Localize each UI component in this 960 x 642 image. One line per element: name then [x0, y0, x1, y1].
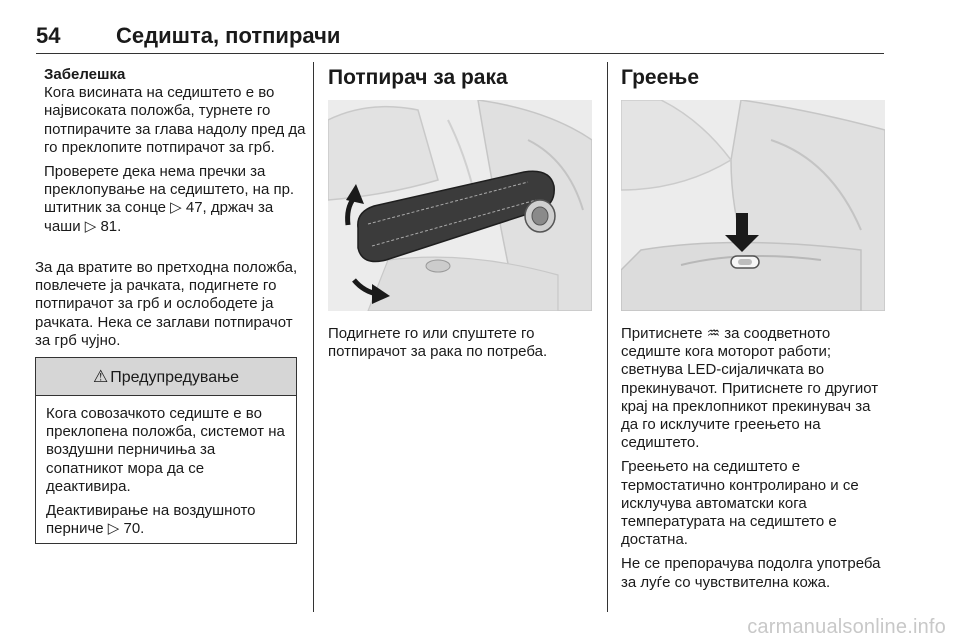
armrest-heading: Потпирач за рака [328, 66, 508, 89]
header-rule [36, 53, 884, 54]
warning-body [36, 396, 296, 538]
heating-paragraph-1: Притиснете ♒ за соодветното седиште кога моторот работи; светнува LED-сијаличката во прекинувачот. Притиснете го другиот крај на преклопникот прекинувач за да го исклучите греењето на седиштето. [621, 325, 879, 452]
armrest-caption-block [328, 325, 600, 367]
watermark: carmanualsonline.info [747, 616, 946, 638]
armrest-image [328, 100, 592, 311]
heating-paragraph-2: Греењето на седиштето е термостатично контролирано и се исклучува автоматски кога температурата на седиштето е достатна. [621, 458, 859, 549]
page-header [36, 14, 884, 54]
heating-paragraph-3: Не се препорачува подолга употреба за луѓе со чувствителна кожа. [621, 555, 881, 591]
column-right-text [621, 325, 891, 598]
body-paragraph-left [35, 259, 307, 356]
warning-paragraph-2: Деактивирање на воздушното перниче ▷ 70. [46, 502, 256, 538]
seat-heating-image [621, 100, 885, 311]
warning-header [36, 358, 296, 396]
column-left [44, 66, 306, 242]
note-paragraph-1: Кога висината на седиштето е во највисоката положба, турнете го потпирачите за глава надолу пред да го преклопите потпирачот за грб. [44, 84, 306, 156]
note-title: Забелешка [44, 66, 126, 83]
warning-paragraph-1: Кога совозачкото седиште е во преклопена положба, системот на воздушни перничиња за сопатникот мора да се деактивира. [46, 405, 285, 495]
page-number: 54 [36, 23, 61, 48]
page-title: Седишта, потпирачи [116, 23, 341, 48]
armrest-caption: Подигнете го или спуштете го потпирачот за рака по потреба. [328, 325, 548, 361]
note-paragraph-2: Проверете дека нема пречки за преклопување на седиштето, на пр. штитник за сонце ▷ 47, држач за чаши ▷ 81. [44, 163, 295, 235]
body-paragraph: За да вратите во претходна положба, повлечете ја рачката, подигнете го потпирачот за грб и ослободете ја рачката. Нека се заглави потпирачот за грб чујно. [35, 259, 298, 349]
column-divider-1 [313, 62, 314, 612]
warning-triangle-icon: ⚠ [92, 367, 109, 386]
warning-title: Предупредување [110, 369, 240, 386]
column-divider-2 [607, 62, 608, 612]
heating-heading: Греење [621, 66, 700, 89]
warning-box [35, 357, 297, 544]
